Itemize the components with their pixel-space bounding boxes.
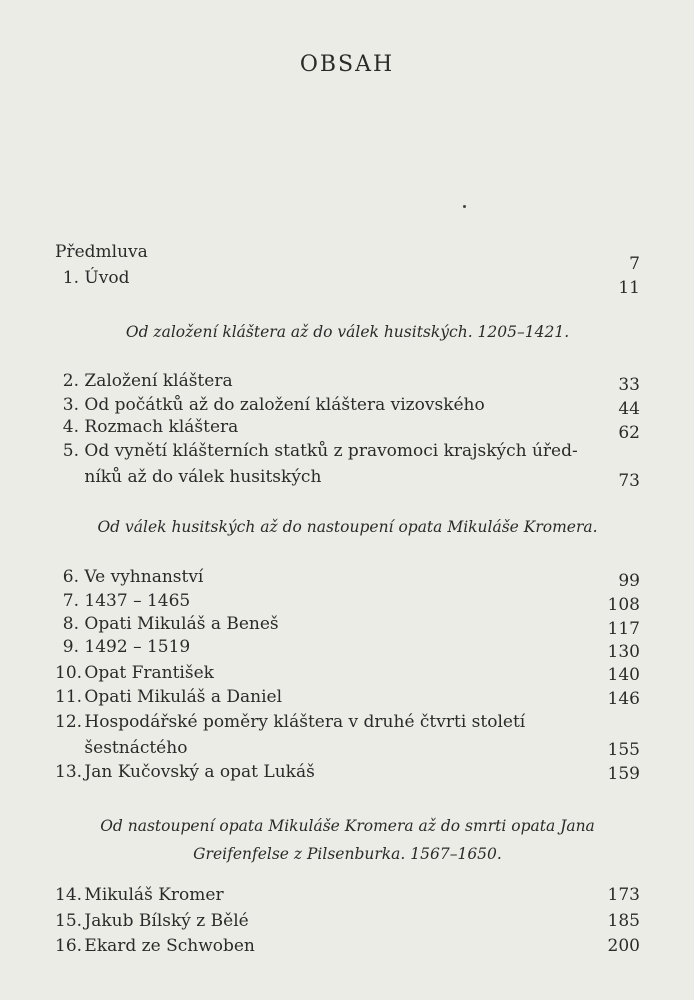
entry-label: Opati Mikuláš a Daniel (84, 687, 283, 707)
entry-page: 140 (607, 665, 640, 685)
toc-entry-10 (55, 662, 640, 684)
entry-label-cont: šestnáctého (84, 738, 188, 758)
entry-label: 1492 – 1519 (84, 637, 191, 657)
entry-page: 11 (618, 278, 640, 298)
toc-entry-4 (55, 416, 640, 443)
entry-page: 200 (607, 936, 640, 956)
entry-page: 44 (618, 399, 640, 419)
entry-number: 5. (62, 441, 79, 461)
entry-number: 15. (55, 911, 83, 931)
entry-number: 8. (62, 614, 79, 634)
toc-entry-7 (55, 590, 640, 615)
page-title: OBSAH (299, 52, 395, 77)
entry-number: 9. (62, 637, 79, 657)
toc-entry-3 (55, 394, 640, 419)
toc-entry-5-cont (55, 466, 640, 491)
entry-page: 146 (607, 689, 640, 709)
entry-number: 12. (55, 712, 83, 732)
entry-page: 130 (607, 642, 640, 662)
toc-entry-12-cont (55, 737, 640, 759)
entry-page: 108 (607, 595, 640, 615)
entry-number: 4. (62, 417, 79, 437)
toc-entry-15 (55, 910, 640, 932)
entry-number: 11. (55, 687, 83, 707)
entry-label: Od počátků až do založení kláštera vizovského (84, 395, 485, 415)
toc-entry-1 (55, 267, 640, 289)
entry-number: 6. (62, 567, 79, 587)
entry-label: Mikuláš Kromer (84, 885, 224, 905)
entry-label: Předmluva (55, 242, 148, 262)
entry-label: 1437 – 1465 (84, 591, 191, 611)
entry-page: 117 (607, 619, 640, 639)
entry-page: 159 (607, 764, 640, 784)
toc-entry-11 (55, 686, 640, 708)
entry-label: Hospodářské poměry kláštera v druhé čtvrti století (84, 712, 526, 732)
section-heading-1: Od založení kláštera až do válek husitských. 1205–1421. (125, 323, 570, 341)
entry-number: 14. (55, 885, 83, 905)
ornament-dot (463, 205, 466, 208)
entry-label: Jakub Bílský z Bělé (84, 911, 249, 931)
entry-number: 13. (55, 762, 83, 782)
entry-label: Opat František (84, 663, 214, 683)
entry-label: Rozmach kláštera (84, 417, 239, 437)
entry-page: 62 (618, 423, 640, 443)
entry-page: 185 (607, 911, 640, 931)
entry-page: 33 (618, 375, 640, 395)
section-heading-3: Od nastoupení opata Mikuláše Kromera až do smrti opata Jana (100, 817, 595, 835)
entry-number: 2. (62, 371, 79, 391)
toc-entry-6 (55, 566, 640, 591)
toc-entry-8 (55, 613, 640, 639)
entry-label: Od vynětí klášterních statků z pravomoci krajských úřed- (84, 441, 578, 461)
entry-label: Založení kláštera (84, 371, 233, 391)
entry-label-cont: níků až do válek husitských (84, 467, 322, 487)
entry-label: Ekard ze Schwoben (84, 936, 255, 956)
toc-entry-13 (55, 761, 640, 783)
entry-number: 7. (62, 591, 79, 611)
entry-label: Ve vyhnanství (84, 567, 204, 587)
toc-entry-2 (55, 370, 640, 395)
entry-label: Opati Mikuláš a Beneš (84, 614, 279, 634)
entry-page: 7 (629, 254, 640, 274)
entry-label: Jan Kučovský a opat Lukáš (84, 762, 315, 782)
section-heading-3-cont: Greifenfelse z Pilsenburka. 1567–1650. (193, 845, 502, 863)
entry-number: 10. (55, 663, 83, 683)
entry-page: 73 (618, 471, 640, 491)
section-heading-2: Od válek husitských až do nastoupení opata Mikuláše Kromera. (97, 518, 598, 536)
toc-entry-predmluva (55, 241, 640, 263)
entry-page: 155 (607, 740, 640, 760)
toc-entry-5 (55, 440, 640, 462)
toc-entry-12 (55, 711, 640, 733)
entry-page: 173 (607, 885, 640, 905)
entry-label: Úvod (84, 268, 130, 288)
entry-page: 99 (618, 571, 640, 591)
toc-entry-16 (55, 935, 640, 957)
toc-entry-14 (55, 884, 640, 906)
entry-number: 3. (62, 395, 79, 415)
entry-number: 1. (62, 268, 79, 288)
toc-entry-9 (55, 636, 640, 662)
entry-number: 16. (55, 936, 83, 956)
